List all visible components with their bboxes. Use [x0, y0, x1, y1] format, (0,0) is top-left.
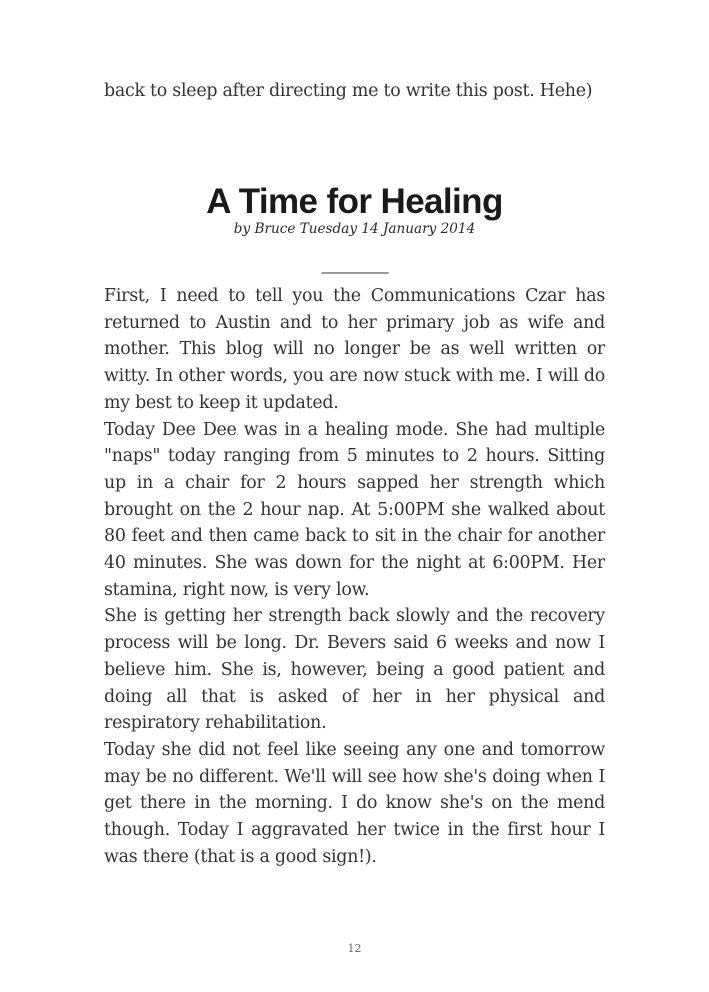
paragraph: Today she did not feel like seeing any one and tomorrow may be no different. We'll will see how she's doing when I get there in the morning. I do know she's on the mend though. Today I aggravated her twice in the first hour I was there (that is a good sign!).: [104, 739, 605, 867]
page-content: [104, 78, 605, 867]
paragraph: Today Dee Dee was in a healing mode. She had multiple "naps" today ranging from 5 minutes to 2 hours. Sitting up in a chair for 2 hours sapped her strength which brought on the 2 hour nap. At 5:00PM she walked about 80 feet and then came back to sit in the chair for another 40 minutes. She was down for the night at 6:00PM. Her stamina, right now, is very low.: [104, 419, 605, 600]
post-body: [104, 283, 605, 870]
post-byline: by Bruce Tuesday 14 January 2014: [233, 221, 476, 237]
continued-paragraph: back to sleep after directing me to write this post. Hehe): [104, 81, 593, 101]
page-number: 12: [347, 942, 362, 955]
post-title: A Time for Healing: [206, 182, 503, 221]
paragraph: First, I need to tell you the Communications Czar has returned to Austin and to her primary job as wife and mother. This blog will no longer be as well written or witty. In other words, you are now stuck with me. I will do my best to keep it updated.: [104, 286, 605, 413]
title-separator: ___________: [321, 258, 388, 274]
paragraph: She is getting her strength back slowly and the recovery process will be long. Dr. Bevers said 6 weeks and now I believe him. She is, however, being a good patient and doing all that is asked of her in her physical and respiratory rehabilitation.: [104, 606, 605, 734]
